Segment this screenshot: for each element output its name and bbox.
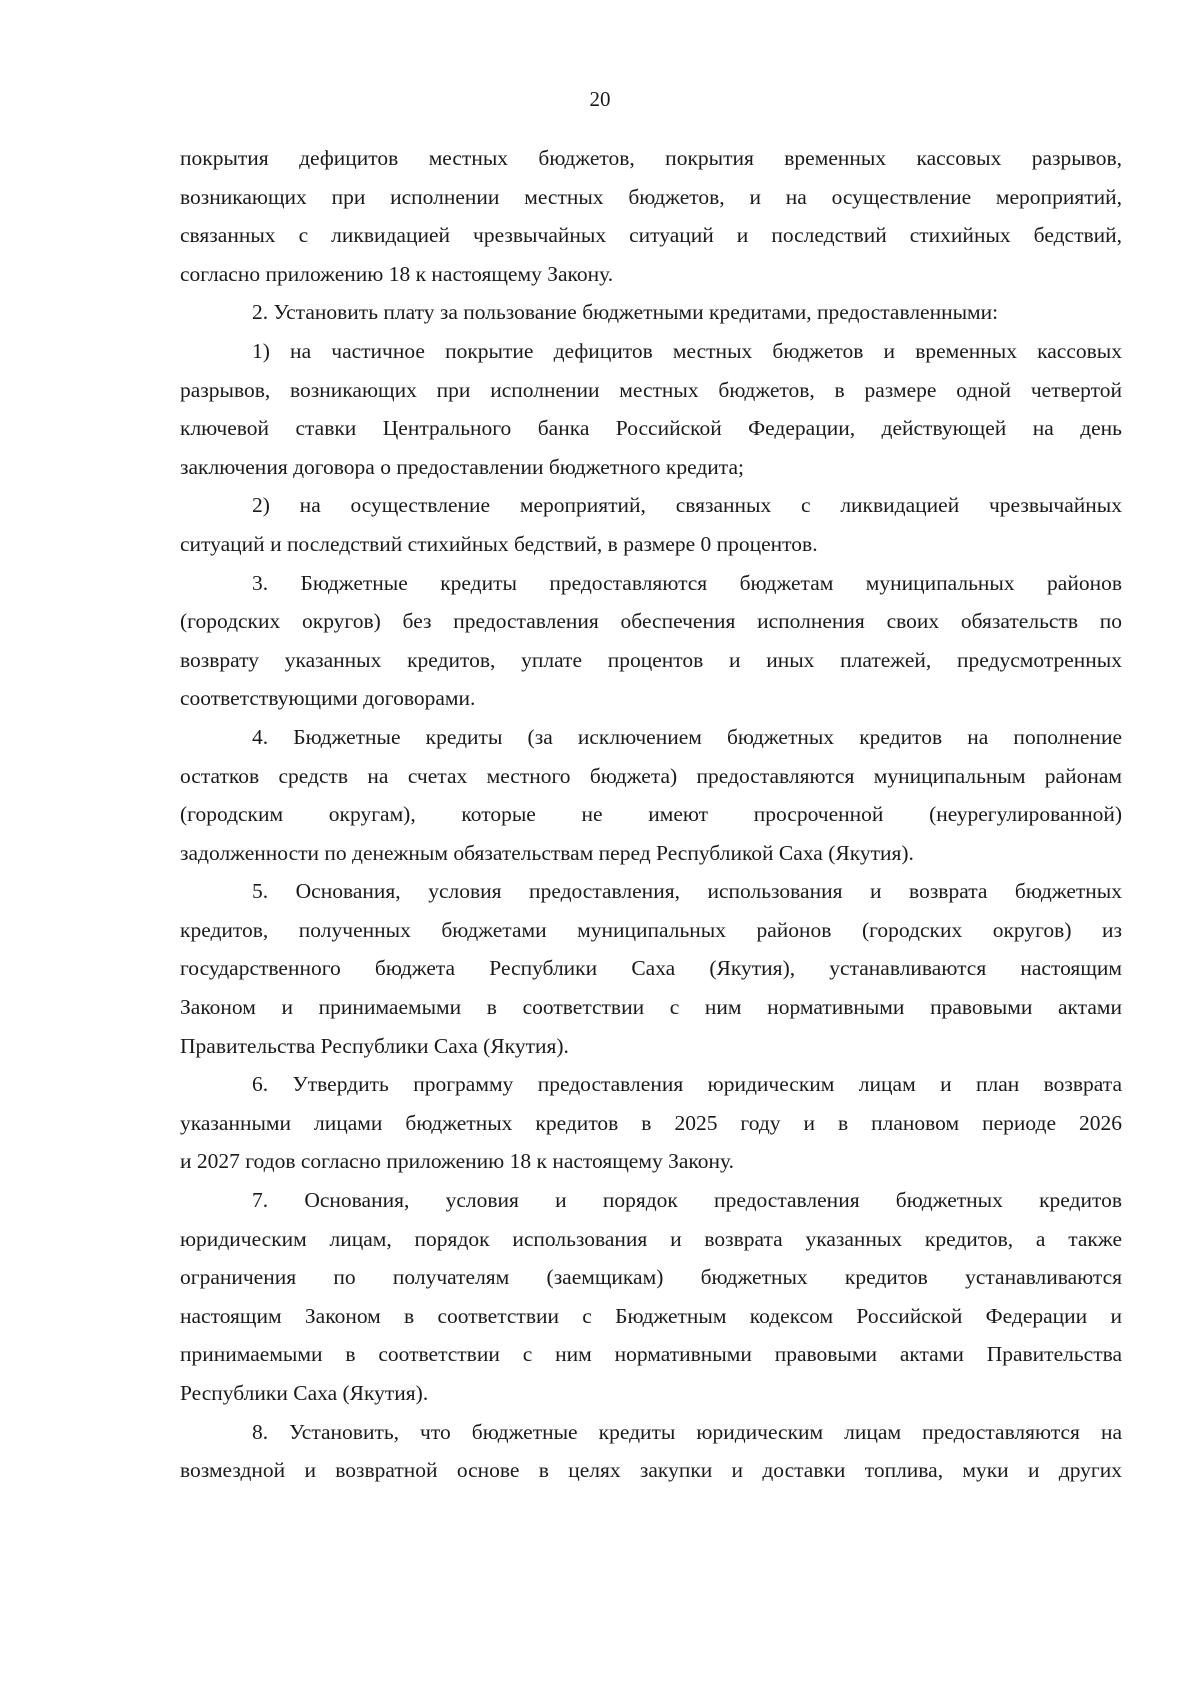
text-line: и 2027 годов согласно приложению 18 к настоящему Закону.: [180, 1149, 734, 1174]
text-line: Законом и принимаемыми в соответствии с ним нормативными правовыми актами: [180, 995, 1122, 1020]
text-line: Правительства Республики Саха (Якутия).: [180, 1033, 569, 1058]
text-line: 6. Утвердить программу предоставления юридическим лицам и план возврата: [252, 1072, 1122, 1097]
text-line: 3. Бюджетные кредиты предоставляются бюджетам муниципальных районов: [252, 570, 1122, 595]
text-line: (городских округов) без предоставления обеспечения исполнения своих обязательств по: [180, 609, 1122, 634]
text-line: разрывов, возникающих при исполнении местных бюджетов, в размере одной четвертой: [180, 377, 1122, 402]
text-line: 5. Основания, условия предоставления, использования и возврата бюджетных: [252, 879, 1122, 904]
text-line: 1) на частичное покрытие дефицитов местных бюджетов и временных кассовых: [252, 338, 1122, 363]
text-line: указанными лицами бюджетных кредитов в 2025 году и в плановом периоде 2026: [180, 1110, 1122, 1135]
paragraph: [180, 872, 1122, 1065]
text-line: государственного бюджета Республики Саха (Якутия), устанавливаются настоящим: [180, 956, 1122, 981]
text-line: 7. Основания, условия и порядок предоставления бюджетных кредитов: [252, 1188, 1122, 1213]
paragraph: [180, 139, 1122, 293]
text-line: принимаемыми в соответствии с ним нормативными правовыми актами Правительства: [180, 1342, 1122, 1367]
document-body: [180, 139, 1122, 1490]
text-line: настоящим Законом в соответствии с Бюджетным кодексом Российской Федерации и: [180, 1303, 1122, 1328]
text-line: 2) на осуществление мероприятий, связанных с ликвидацией чрезвычайных: [252, 493, 1122, 518]
text-line: задолженности по денежным обязательствам перед Республикой Саха (Якутия).: [180, 840, 914, 865]
page-number: 20: [589, 87, 611, 111]
text-line: 8. Установить, что бюджетные кредиты юридическим лицам предоставляются на: [252, 1419, 1122, 1444]
text-line: связанных с ликвидацией чрезвычайных ситуаций и последствий стихийных бедствий,: [180, 223, 1122, 248]
text-line: (городским округам), которые не имеют просроченной (неурегулированной): [180, 802, 1122, 827]
text-line: возмездной и возвратной основе в целях закупки и доставки топлива, муки и других: [180, 1458, 1122, 1483]
text-line: остатков средств на счетах местного бюджета) предоставляются муниципальным районам: [180, 763, 1122, 788]
paragraph: [180, 332, 1122, 486]
text-line: соответствующими договорами.: [180, 686, 476, 711]
text-line: 4. Бюджетные кредиты (за исключением бюджетных кредитов на пополнение: [252, 724, 1122, 749]
text-line: Республики Саха (Якутия).: [180, 1381, 429, 1405]
paragraph: [180, 564, 1122, 718]
text-line: юридическим лицам, порядок использования и возврата указанных кредитов, а также: [180, 1226, 1122, 1251]
paragraph: [180, 1413, 1122, 1490]
text-line: кредитов, полученных бюджетами муниципальных районов (городских округов) из: [180, 917, 1122, 942]
paragraph: [180, 293, 1122, 332]
text-line: возврату указанных кредитов, уплате процентов и иных платежей, предусмотренных: [180, 647, 1122, 672]
text-line: покрытия дефицитов местных бюджетов, покрытия временных кассовых разрывов,: [180, 146, 1122, 170]
text-line: ограничения по получателям (заемщикам) бюджетных кредитов устанавливаются: [180, 1265, 1122, 1290]
text-line: ключевой ставки Центрального банка Российской Федерации, действующей на день: [180, 416, 1122, 441]
text-line: согласно приложению 18 к настоящему Закону.: [180, 261, 614, 286]
text-line: 2. Установить плату за пользование бюджетными кредитами, предоставленными:: [252, 300, 999, 325]
text-line: возникающих при исполнении местных бюджетов, и на осуществление мероприятий,: [180, 184, 1122, 209]
paragraph: [180, 1065, 1122, 1181]
paragraph: [180, 718, 1122, 872]
text-line: заключения договора о предоставлении бюджетного кредита;: [180, 454, 744, 479]
paragraph: [180, 1181, 1122, 1413]
text-line: ситуаций и последствий стихийных бедствий, в размере 0 процентов.: [180, 531, 818, 556]
paragraph: [180, 486, 1122, 563]
